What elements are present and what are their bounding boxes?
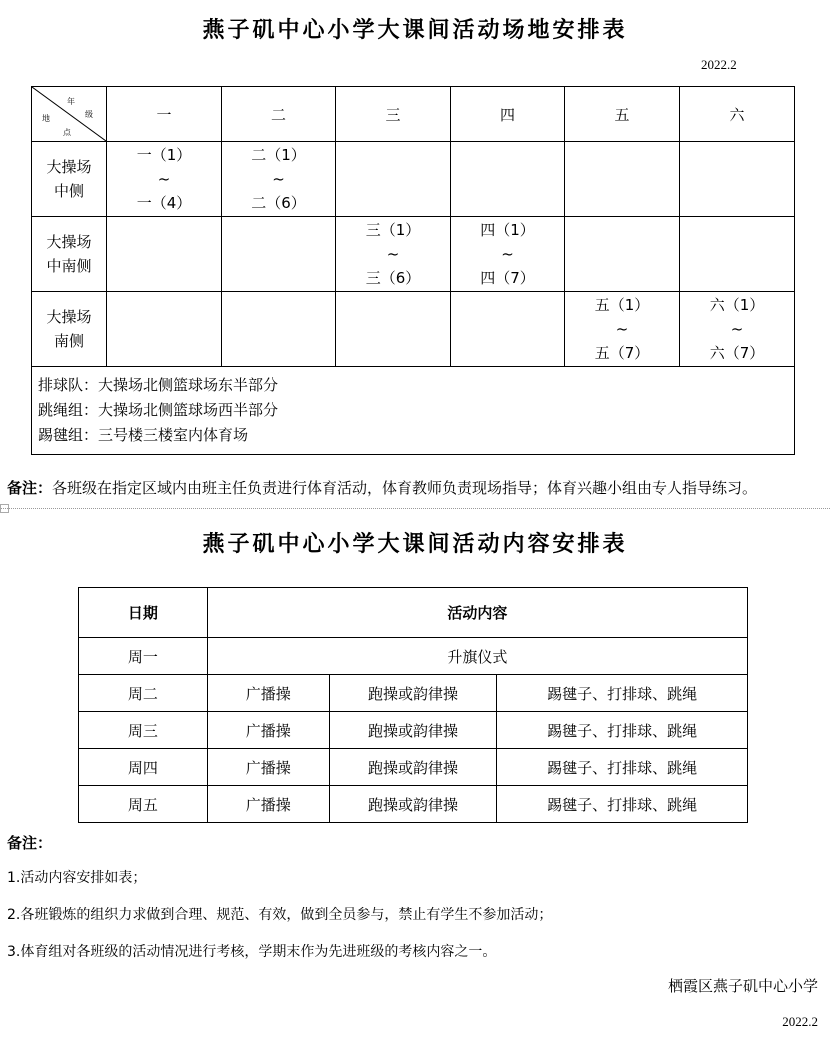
- activity-cell: 踢毽子、打排球、跳绳: [497, 749, 748, 786]
- table-row: [32, 142, 795, 217]
- extra-notes-row: [32, 367, 795, 455]
- class-range-cell: [451, 217, 565, 292]
- content-schedule-table: [78, 587, 748, 823]
- day-cell: 周一: [79, 638, 208, 675]
- class-start: 六（1）: [709, 296, 765, 314]
- extra-notes-cell: [32, 367, 795, 455]
- content-schedule-title: 燕子矶中心小学大课间活动内容安排表: [202, 531, 628, 557]
- venue-schedule-table: [31, 86, 795, 455]
- content-column-header: 活动内容: [207, 588, 747, 638]
- activity-cell: 跑操或韵律操: [329, 712, 497, 749]
- class-range-cell: [336, 217, 451, 292]
- range-tilde: ~: [272, 170, 285, 188]
- class-range-cell: [565, 292, 680, 367]
- notes-label: 备注：: [7, 834, 53, 852]
- activity-cell: 踢毽子、打排球、跳绳: [497, 675, 748, 712]
- table-row: [79, 712, 748, 749]
- table-row: [32, 292, 795, 367]
- activity-cell: 升旗仪式: [207, 638, 747, 675]
- corner-label-grade-1: 年: [67, 97, 75, 106]
- class-range-cell: [107, 142, 222, 217]
- range-tilde: ~: [386, 245, 400, 263]
- empty-cell: [107, 292, 222, 367]
- grade-header: 五: [565, 87, 680, 142]
- table-row: [79, 749, 748, 786]
- empty-cell: [565, 142, 680, 217]
- day-cell: 周三: [79, 712, 208, 749]
- range-tilde: ~: [501, 245, 514, 263]
- location-cell: [32, 217, 107, 292]
- location-line: 南侧: [53, 332, 84, 350]
- document-date: 2022.2: [782, 1014, 818, 1029]
- activity-cell: 踢毽子、打排球、跳绳: [497, 712, 748, 749]
- location-cell: [32, 292, 107, 367]
- table-row: [79, 675, 748, 712]
- location-line: 大操场: [46, 158, 92, 176]
- table-row: [79, 786, 748, 823]
- day-cell: 周五: [79, 786, 208, 823]
- corner-label-grade-2: 级: [85, 110, 93, 119]
- class-start: 三（1）: [365, 221, 421, 239]
- note-item-3: 3.体育组对各班级的活动情况进行考核，学期末作为先进班级的考核内容之一。: [7, 944, 497, 960]
- range-tilde: ~: [730, 320, 744, 338]
- note-item-1: 1.活动内容安排如表；: [7, 870, 147, 886]
- range-tilde: ~: [615, 320, 629, 338]
- activity-cell: 跑操或韵律操: [329, 786, 497, 823]
- corner-label-place-1: 地: [42, 114, 50, 123]
- diagonal-header-cell: [32, 87, 107, 142]
- activity-cell: 广播操: [207, 712, 329, 749]
- grade-header: 三: [336, 87, 451, 142]
- table-row: [79, 638, 748, 675]
- page-break-marker: [0, 504, 9, 513]
- activity-cell: 广播操: [207, 749, 329, 786]
- class-end: 二（6）: [251, 194, 306, 212]
- class-end: 三（6）: [365, 269, 421, 287]
- table-header-row: [32, 87, 795, 142]
- class-end: 六（7）: [709, 344, 765, 362]
- range-tilde: ~: [157, 170, 171, 188]
- empty-cell: [565, 217, 680, 292]
- location-line: 中南侧: [46, 257, 92, 275]
- location-line: 中侧: [53, 182, 84, 200]
- empty-cell: [336, 292, 451, 367]
- activity-cell: 跑操或韵律操: [329, 749, 497, 786]
- class-end: 四（7）: [480, 269, 535, 287]
- class-start: 一（1）: [136, 146, 192, 164]
- date-column-header: 日期: [79, 588, 208, 638]
- corner-label-place-2: 点: [63, 128, 71, 137]
- remark-label: 备注：: [7, 479, 53, 497]
- remark-text: 各班级在指定区域内由班主任负责进行体育活动，体育教师负责现场指导；体育兴趣小组由专人指导练习。: [52, 479, 758, 497]
- day-cell: 周二: [79, 675, 208, 712]
- class-start: 四（1）: [480, 221, 535, 239]
- page-break-line: [0, 508, 830, 509]
- table-header-row: [79, 588, 748, 638]
- grade-header: 一: [107, 87, 222, 142]
- location-line: 大操场: [46, 308, 92, 326]
- class-start: 二（1）: [251, 146, 306, 164]
- location-cell: [32, 142, 107, 217]
- empty-cell: [222, 217, 336, 292]
- venue-schedule-title: 燕子矶中心小学大课间活动场地安排表: [202, 17, 628, 43]
- empty-cell: [222, 292, 336, 367]
- grade-header: 二: [222, 87, 336, 142]
- class-range-cell: [680, 292, 795, 367]
- school-signature: 栖霞区燕子矶中心小学: [667, 977, 818, 995]
- location-line: 大操场: [46, 233, 92, 251]
- class-end: 五（7）: [594, 344, 650, 362]
- shuttlecock-group-note: 踢毽组：三号楼三楼室内体育场: [38, 426, 249, 444]
- class-end: 一（4）: [136, 194, 192, 212]
- activity-cell: 跑操或韵律操: [329, 675, 497, 712]
- empty-cell: [107, 217, 222, 292]
- empty-cell: [680, 217, 795, 292]
- empty-cell: [336, 142, 451, 217]
- activity-cell: 广播操: [207, 675, 329, 712]
- venue-schedule-date: 2022.2: [701, 57, 737, 72]
- table-row: [32, 217, 795, 292]
- class-start: 五（1）: [594, 296, 650, 314]
- jump-rope-group-note: 跳绳组：大操场北侧篮球场西半部分: [38, 401, 279, 419]
- activity-cell: 踢毽子、打排球、跳绳: [497, 786, 748, 823]
- class-range-cell: [222, 142, 336, 217]
- note-item-2: 2.各班锻炼的组织力求做到合理、规范、有效，做到全员参与，禁止有学生不参加活动；: [7, 907, 553, 923]
- grade-header: 四: [451, 87, 565, 142]
- empty-cell: [451, 292, 565, 367]
- volleyball-team-note: 排球队：大操场北侧篮球场东半部分: [38, 376, 279, 394]
- grade-header: 六: [680, 87, 795, 142]
- venue-remark: [7, 477, 757, 498]
- day-cell: 周四: [79, 749, 208, 786]
- activity-cell: 广播操: [207, 786, 329, 823]
- empty-cell: [451, 142, 565, 217]
- empty-cell: [680, 142, 795, 217]
